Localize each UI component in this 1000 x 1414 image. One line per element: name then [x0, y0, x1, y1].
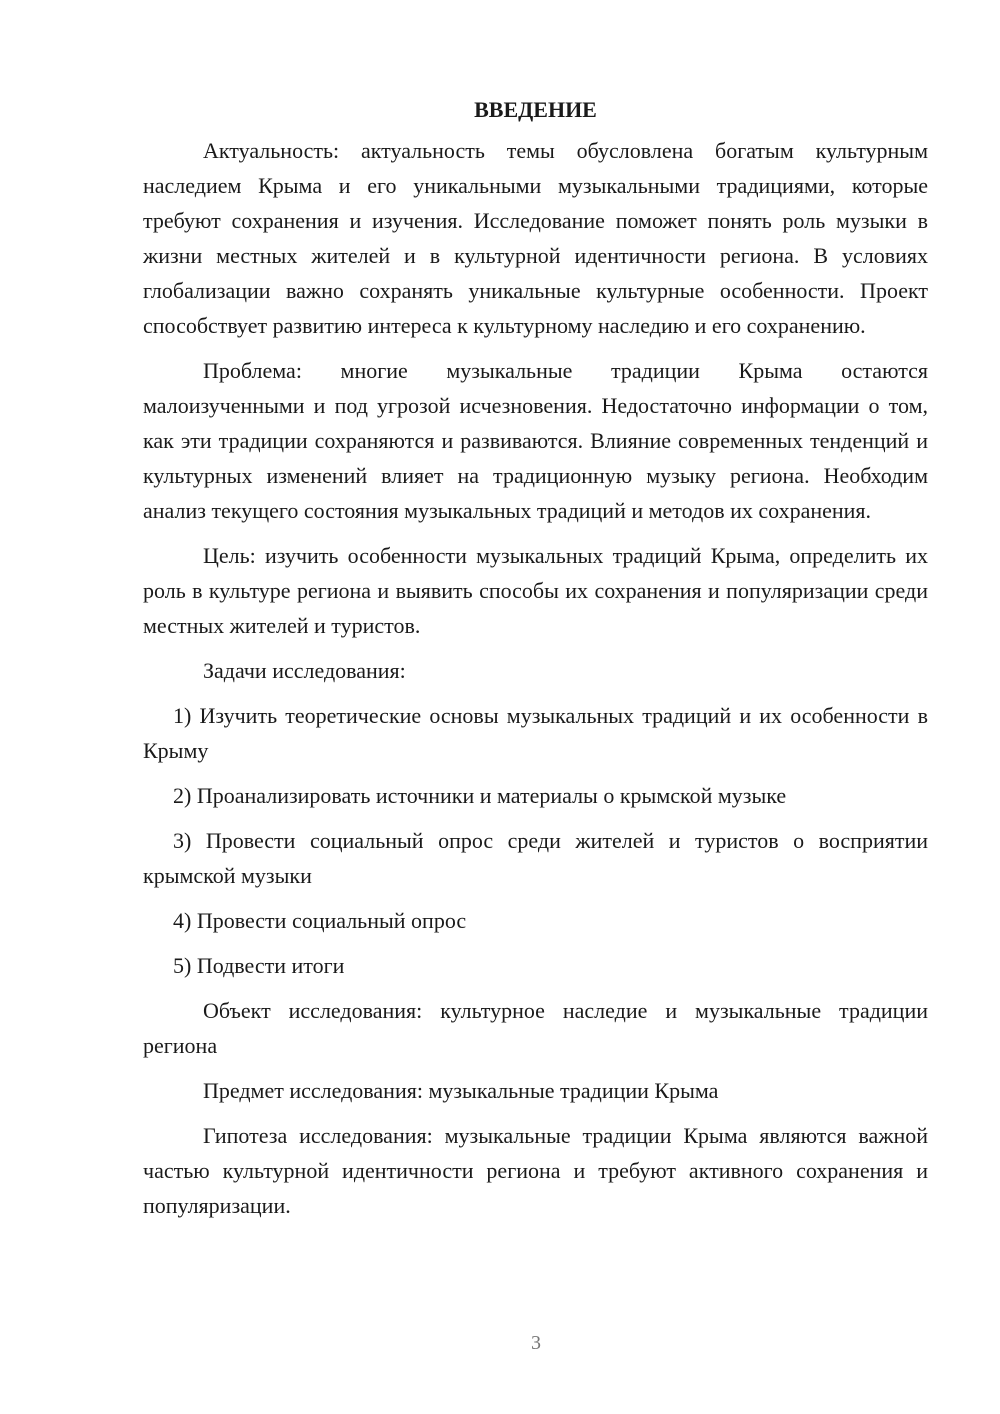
- problem-paragraph: Проблема: многие музыкальные традиции Крыма остаются малоизученными и под угрозой исчезновения. Недостаточно информации о том, как эти традиции сохраняются и развиваются. Влияние современных тенденций и культурных изменений влияет на традиционную музыку региона. Необходим анализ текущего состояния музыкальных традиций и методов их сохранения.: [143, 358, 928, 523]
- task-item-3: 3) Провести социальный опрос среди жителей и туристов о восприятии крымской музыки: [143, 828, 928, 888]
- task-item-4: 4) Провести социальный опрос: [173, 908, 467, 933]
- relevance-paragraph: Актуальность: актуальность темы обусловлена богатым культурным наследием Крыма и его уникальными музыкальными традициями, которые требуют сохранения и изучения. Исследование поможет понять роль музыки в жизни местных жителей и в культурной идентичности региона. В условиях глобализации важно сохранять уникальные культурные особенности. Проект способствует развитию интереса к культурному наследию и его сохранению.: [143, 138, 928, 338]
- task-item-1: 1) Изучить теоретические основы музыкальных традиций и их особенности в Крыму: [143, 703, 928, 763]
- hypothesis-paragraph: Гипотеза исследования: музыкальные традиции Крыма являются важной частью культурной идентичности региона и требуют активного сохранения и популяризации.: [143, 1123, 928, 1218]
- subject-paragraph: Предмет исследования: музыкальные традиции Крыма: [203, 1078, 719, 1103]
- tasks-heading: Задачи исследования:: [203, 658, 406, 683]
- task-item-2: 2) Проанализировать источники и материалы о крымской музыке: [173, 783, 787, 808]
- section-title: ВВЕДЕНИЕ: [474, 97, 597, 122]
- document-page: [143, 92, 928, 1233]
- goal-paragraph: Цель: изучить особенности музыкальных традиций Крыма, определить их роль в культуре региона и выявить способы их сохранения и популяризации среди местных жителей и туристов.: [143, 543, 928, 638]
- object-paragraph: Объект исследования: культурное наследие и музыкальные традиции региона: [143, 998, 928, 1058]
- task-item-5: 5) Подвести итоги: [173, 953, 345, 978]
- page-number: 3: [531, 1332, 541, 1354]
